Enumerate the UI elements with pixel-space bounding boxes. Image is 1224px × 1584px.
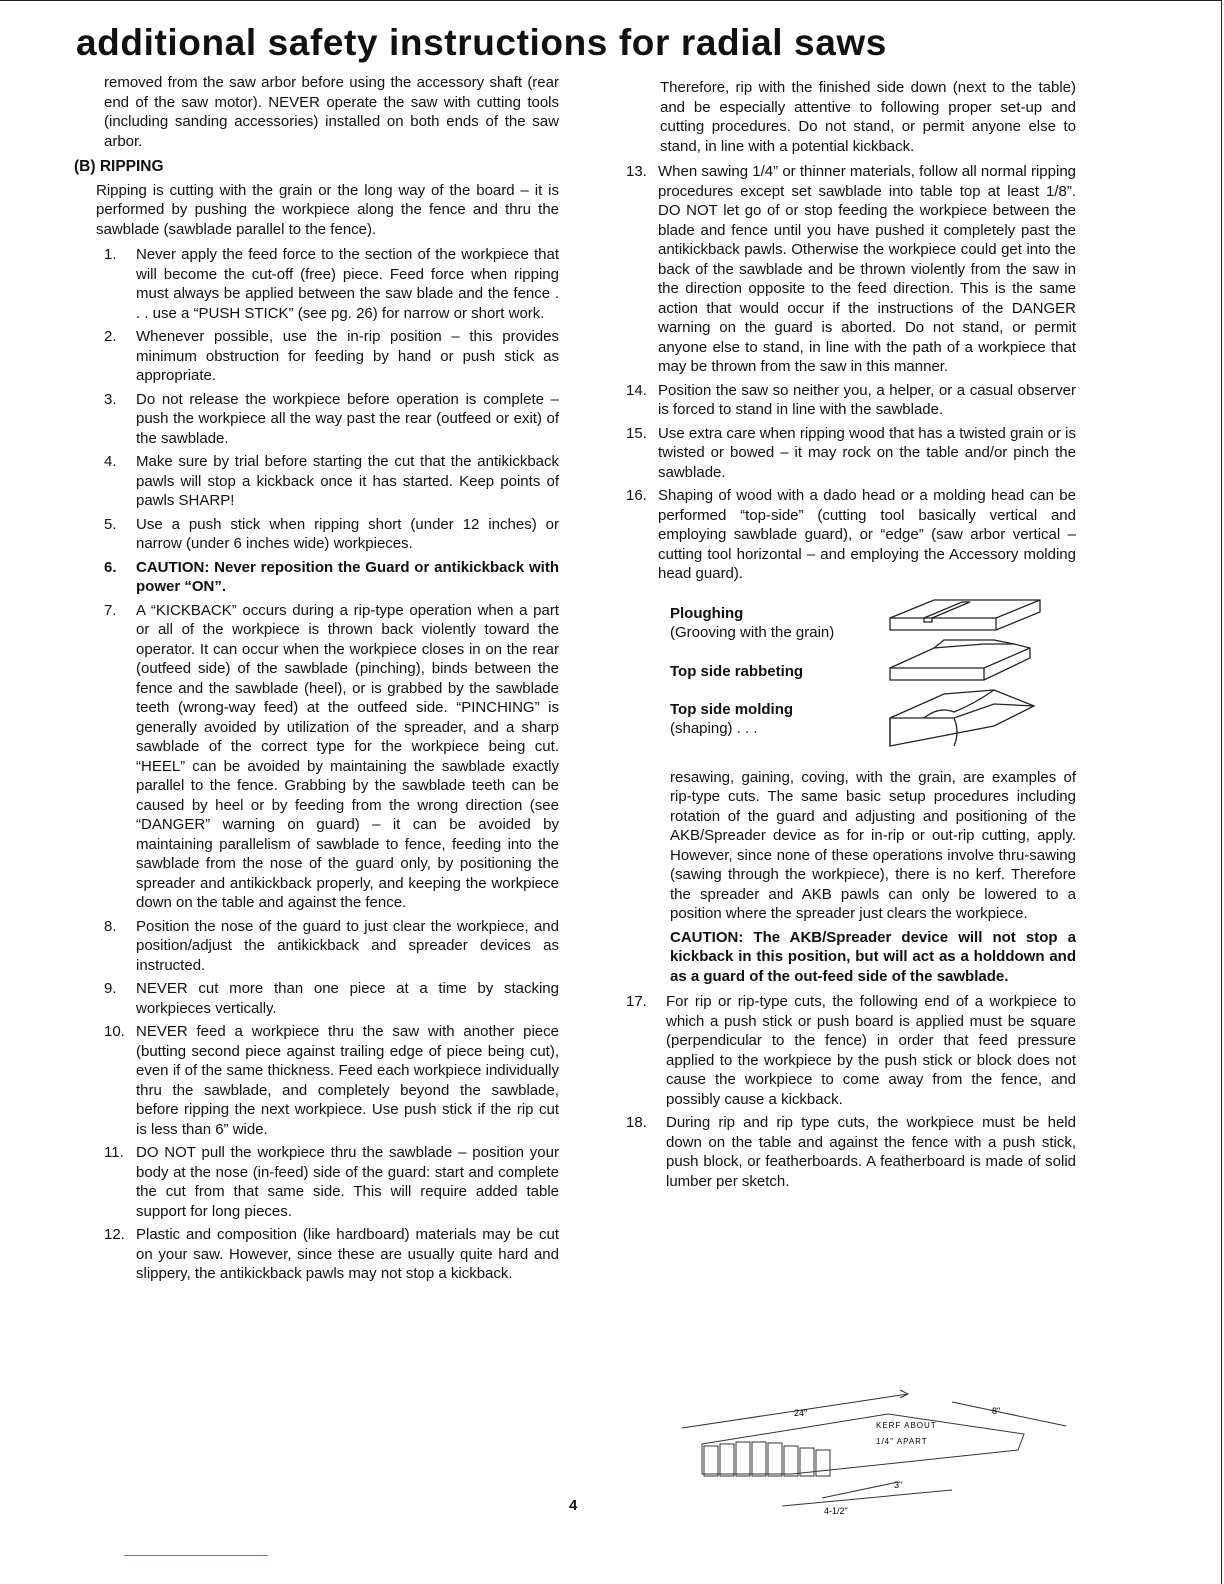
list-item-5: 5. Use a push stick when ripping short (under 12 inches) or narrow (under 6 inches wide) workpieces.: [104, 515, 559, 552]
list-item-8: 8. Position the nose of the guard to just clear the workpiece, and position/adjust the antikickback and spreader devices as instructed.: [104, 917, 559, 974]
dim-width-label: 8": [992, 1406, 1001, 1416]
cut-label-molding: Top side molding (shaping) . . .: [670, 700, 794, 737]
top-border: [0, 0, 1222, 1]
list-item-16: 16. Shaping of wood with a dado head or a molding head can be performed “top-side” (cutting tool basically vertical and employing sawblade guard), or “edge” (saw arbor vertical – cutting tool horizontal – and employing the Accessory molding head guard).: [626, 487, 1076, 582]
dim-length-label: 24": [794, 1408, 808, 1418]
list-item-6-caution: 6. CAUTION: Never reposition the Guard or antikickback with power “ON”.: [104, 558, 559, 595]
cut-label-rabbeting: Top side rabbeting: [670, 662, 804, 680]
list-item-10: 10. NEVER feed a workpiece thru the saw with another piece (butting second piece against trailing edge of piece being cut), even if of the same thickness. Feed each workpiece individually thru the sawblade, and completely beyond the sawblade, before ripping the next workpiece. Use push stick if the rip cut is less than 6” wide.: [104, 1023, 559, 1138]
left-intro-paragraph: removed from the saw arbor before using the accessory shaft (rear end of the saw motor). NEVER operate the saw with cutting tools (including sanding accessories) installed on both ends of the saw arbor.: [104, 74, 559, 150]
list-item-7: 7. A “KICKBACK” occurs during a rip-type operation when a part or all of the workpiece is thrown back violently toward the operator. It can occur when the workpiece closes in on the rear (outfeed side) of the sawblade (pinching), binds between the fence and the sawblade (heel), or is grabbed by the sawblade teeth (wrong-way feed) at the outfeed side. “PINCHING” is generally avoided by utilization of the spreader, and a sharp sawblade of the correct type for the workpiece being cut. “HEEL” can be avoided by maintaining the sawblade exactly parallel to the fence. Grabbing by the sawblade teeth can be caused by heel or by feeding from the wrong direction (see “DANGER” warning on guard) – it can be avoided by maintaining parallelism of sawblade to fence, feeding into the sawblade from the nose of the guard only, by positioning the spreader and antikickback properly, and keeping the workpiece down on the table and against the fence.: [104, 601, 559, 911]
ripping-heading: (B) RIPPING: [74, 158, 164, 175]
right-continued-paragraph: Therefore, rip with the finished side down (next to the table) and be especially attentive to following proper set-up and cutting procedures. Do not stand, or permit anyone else to stand, in line with a potential kickback.: [660, 79, 1076, 155]
kerf-label-2: 1/4" APART: [876, 1437, 928, 1446]
list-item-15: 15. Use extra care when ripping wood that has a twisted grain or is twisted or bowed – it may rock on the table and/or pinch the sawblade.: [626, 424, 1076, 481]
dim-finger-label: 3": [894, 1480, 903, 1490]
wood-profiles-illustration: [884, 586, 1044, 756]
list-item-9: 9. NEVER cut more than one piece at a time by stacking workpieces vertically.: [104, 980, 559, 1017]
left-column: [74, 73, 559, 1288]
list-item-4: 4. Make sure by trial before starting the cut that the antikickback pawls will stop a kickback once it has started. Keep points of pawls SHARP!: [104, 453, 559, 509]
kerf-label-1: KERF ABOUT: [876, 1421, 937, 1430]
list-item-18: 18. During rip and rip type cuts, the workpiece must be held down on the table and against the fence with a push stick, push block, or featherboards. A featherboard is made of solid lumber per sketch.: [626, 1114, 1076, 1190]
page-title: additional safety instructions for radial saws: [76, 22, 887, 63]
list-item-14: 14. Position the saw so neither you, a helper, or a casual observer is forced to stand in line with the sawblade.: [626, 381, 1076, 418]
list-item-3: 3. Do not release the workpiece before operation is complete – push the workpiece all the way past the rear (outfeed or exit) of the sawblade.: [104, 390, 559, 447]
rip-type-cuts-paragraph: resawing, gaining, coving, with the grain, are examples of rip-type cuts. The same basic setup procedures including rotation of the guard and adjusting and positioning of the AKB/Spreader device as for in-rip or out-rip cutting, apply. However, since none of these operations involve thru-sawing (sawing through the workpiece), there is no kerf. Therefore the spreader and AKB pawls can only be lowered to a position where the spreader just clears the workpiece.: [670, 768, 1076, 922]
list-item-1: 1. Never apply the feed force to the section of the workpiece that will become the cut-off (free) piece. Feed force when ripping must always be applied between the saw blade and the fence . . . use a “PUSH STICK” (see pg. 26) for narrow or short work.: [104, 246, 559, 322]
right-column: [626, 78, 1076, 1195]
list-item-17: 17. For rip or rip-type cuts, the following end of a workpiece to which a push stick or push board is applied must be square (perpendicular to the fence) in order that feed pressure applied to the workpiece by the push stick or block does not cause the workpiece to come away from the fence, and possibly cause a kickback.: [626, 993, 1076, 1108]
list-item-13: 13. When sawing 1/4” or thinner materials, follow all normal ripping procedures except set sawblade into table top at least 1/8”. DO NOT let go of or stop feeding the workpiece between the blade and fence until you have pushed it completely past the antikickback pawls. Otherwise the workpiece could get into the back of the sawblade and be thrown violently from the saw in the direction opposite to the feed direction. This is the same action that would occur if the instructions of the DANGER warning on the guard is aborted. Do not stand, or permit anyone else to stand, in line with the path of a workpiece that may be thrown from the saw in this manner.: [626, 163, 1076, 375]
ripping-intro-paragraph: Ripping is cutting with the grain or the long way of the board – it is performed by pushing the workpiece along the fence and thru the sawblade (sawblade parallel to the fence).: [96, 181, 559, 238]
right-border: [1221, 0, 1222, 1584]
dim-cut-label: 4-1/2": [824, 1506, 848, 1516]
featherboard-sketch: [672, 1386, 1072, 1526]
list-item-11: 11. DO NOT pull the workpiece thru the sawblade – position your body at the nose (in-feed) side of the guard: start and complete the cut from that same side. This will require added table support for long pieces.: [104, 1144, 559, 1220]
rabbeting-board: [890, 644, 1030, 680]
cut-types-figure: [626, 592, 1076, 762]
list-item-2: 2. Whenever possible, use the in-rip position – this provides minimum obstruction for feeding by hand or push stick as appropriate.: [104, 328, 559, 384]
list-item-12: 12. Plastic and composition (like hardboard) materials may be cut on your saw. However, since these are usually quite hard and slippery, the antikickback pawls may not stop a kickback.: [104, 1226, 559, 1282]
bottom-rule: [124, 1555, 268, 1556]
cut-label-ploughing: Ploughing (Grooving with the grain): [670, 604, 835, 641]
page-number: 4: [569, 1497, 578, 1514]
caution-paragraph: CAUTION: The AKB/Spreader device will not stop a kickback in this position, but will act as a holddown and as a guard of the out-feed side of the sawblade.: [670, 928, 1076, 985]
